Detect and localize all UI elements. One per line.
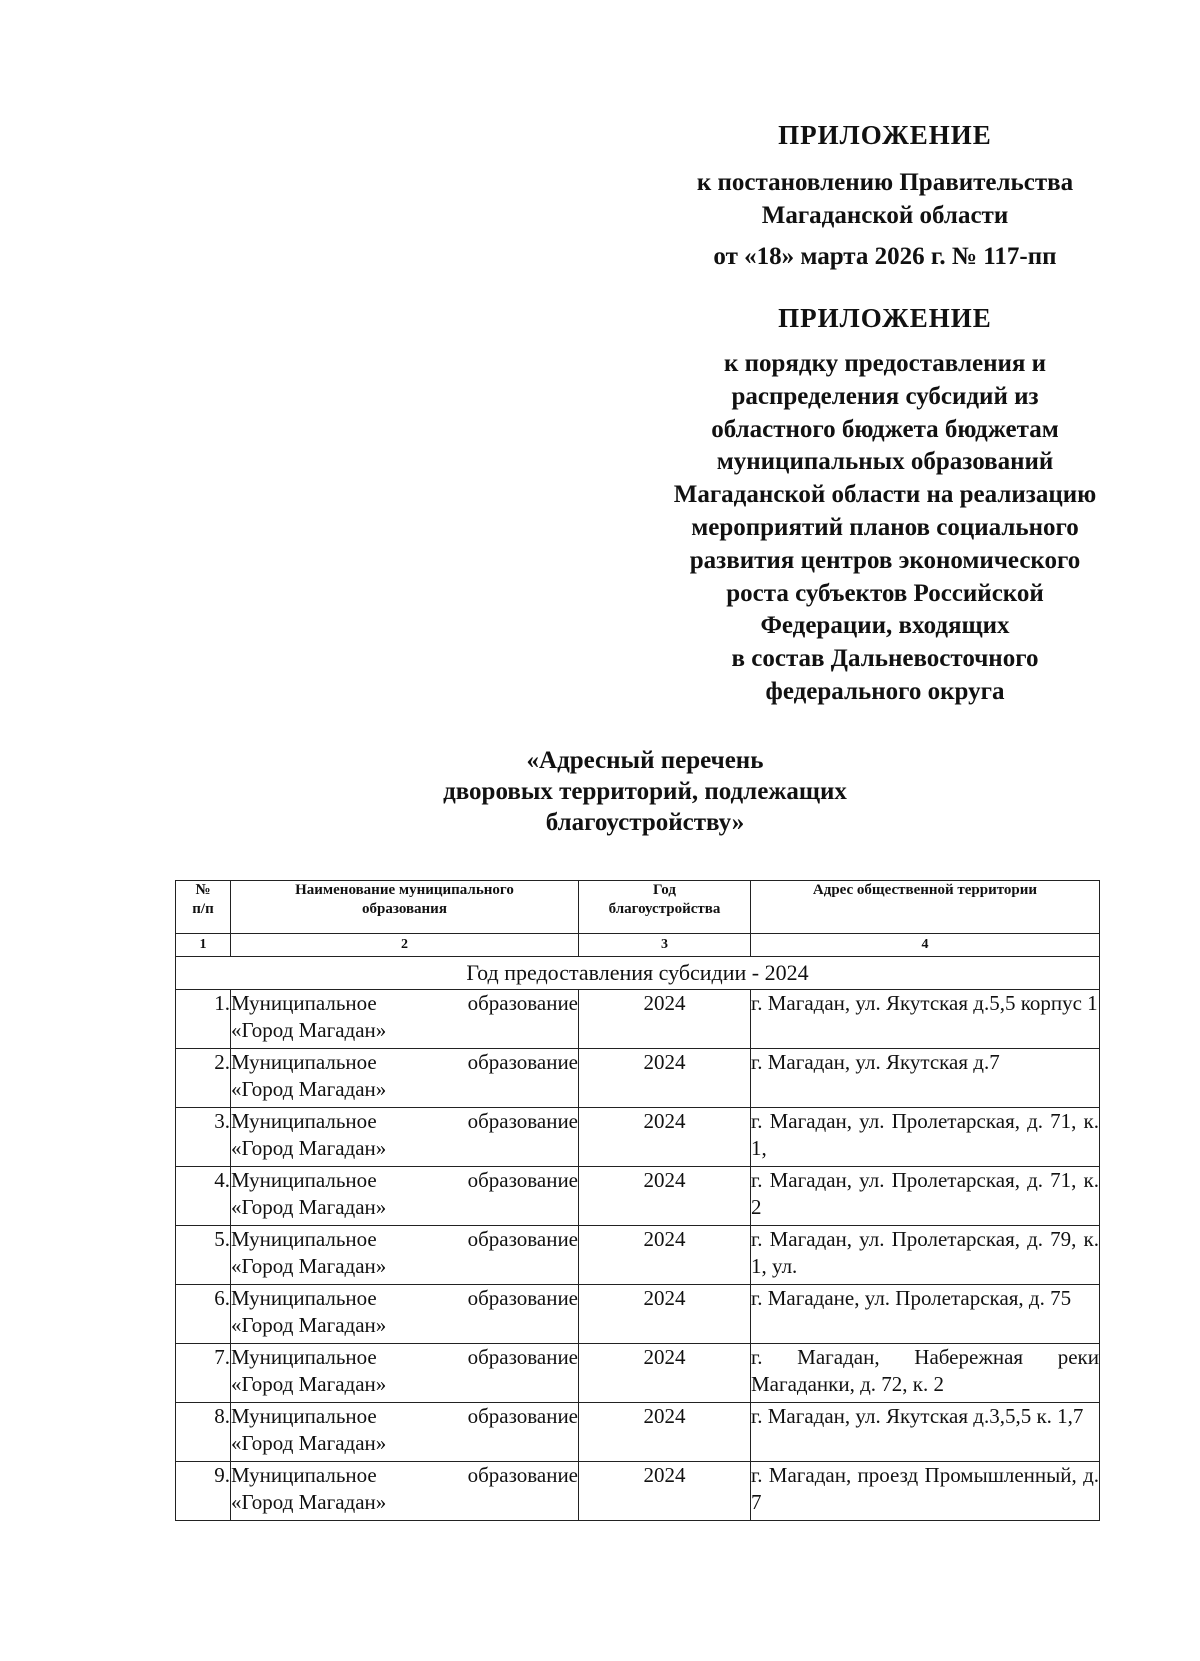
header-municipality-line: образования xyxy=(362,901,447,917)
table-row xyxy=(176,1285,1100,1344)
row-year: 2024 xyxy=(579,990,751,1049)
row-index: 2. xyxy=(176,1049,231,1108)
municipality-city: «Город Магадан» xyxy=(231,1077,387,1101)
appendix-2-line: к порядку предоставления и xyxy=(723,350,1047,377)
municipality-word: Муниципальное xyxy=(231,991,377,1015)
appendix-1-line: Магаданской области xyxy=(761,202,1009,229)
appendix-2-caption xyxy=(630,348,1140,709)
table-row xyxy=(176,1049,1100,1108)
municipality-word: образование xyxy=(467,1286,578,1310)
municipality-word: Муниципальное xyxy=(231,1109,377,1133)
municipality-city: «Город Магадан» xyxy=(231,1018,387,1042)
table-row xyxy=(176,1167,1100,1226)
municipality-word: образование xyxy=(467,1109,578,1133)
row-municipality xyxy=(231,1344,579,1403)
municipality-city: «Город Магадан» xyxy=(231,1431,387,1455)
appendix-1-date: от «18» марта 2026 г. № 117-пп xyxy=(713,243,1057,270)
municipality-word: образование xyxy=(467,991,578,1015)
row-address: г. Магадан, ул. Якутская д.7 xyxy=(751,1049,1100,1108)
header-address-line: Адрес общественной территории xyxy=(812,882,1038,898)
row-year: 2024 xyxy=(579,1167,751,1226)
row-year: 2024 xyxy=(579,1285,751,1344)
row-year: 2024 xyxy=(579,1462,751,1521)
row-address: г. Магадан, ул. Пролетарская, д. 71, к. 2 xyxy=(751,1167,1100,1226)
appendix-2-title: ПРИЛОЖЕНИЕ xyxy=(778,303,992,333)
row-municipality xyxy=(231,1462,579,1521)
municipality-word: образование xyxy=(467,1404,578,1428)
municipality-city: «Город Магадан» xyxy=(231,1195,387,1219)
municipality-word: Муниципальное xyxy=(231,1345,377,1369)
appendix-2-line: Федерации, входящих xyxy=(760,612,1010,640)
row-municipality xyxy=(231,1226,579,1285)
row-address: г. Магадане, ул. Пролетарская, д. 75 xyxy=(751,1285,1100,1344)
column-number: 1 xyxy=(176,934,231,957)
municipality-city: «Город Магадан» xyxy=(231,1490,387,1514)
header-year-line: Год xyxy=(653,882,676,898)
row-year: 2024 xyxy=(579,1049,751,1108)
municipality-word: Муниципальное xyxy=(231,1286,377,1310)
table-row xyxy=(176,1108,1100,1167)
list-title-line: дворовых территорий, подлежащих xyxy=(443,778,847,805)
municipality-word: образование xyxy=(467,1345,578,1369)
column-number: 3 xyxy=(579,934,751,957)
row-index: 9. xyxy=(176,1462,231,1521)
header-index-line: п/п xyxy=(192,901,214,917)
row-municipality xyxy=(231,1403,579,1462)
appendix-1-title: ПРИЛОЖЕНИЕ xyxy=(778,120,992,150)
table-row xyxy=(176,990,1100,1049)
row-index: 7. xyxy=(176,1344,231,1403)
municipality-word: Муниципальное xyxy=(231,1050,377,1074)
row-municipality xyxy=(231,1167,579,1226)
list-title-line: «Адресный перечень xyxy=(526,747,764,774)
column-number: 2 xyxy=(231,934,579,957)
column-number: 4 xyxy=(751,934,1100,957)
municipality-word: Муниципальное xyxy=(231,1227,377,1251)
row-address: г. Магадан, ул. Пролетарская, д. 79, к. 1, ул. xyxy=(751,1226,1100,1285)
row-index: 5. xyxy=(176,1226,231,1285)
municipality-word: Муниципальное xyxy=(231,1404,377,1428)
appendix-2-line: мероприятий планов социального xyxy=(691,513,1079,541)
municipality-word: образование xyxy=(467,1050,578,1074)
header-index xyxy=(176,881,231,934)
appendix-2-line: развития центров экономического xyxy=(689,546,1081,574)
header-year xyxy=(579,881,751,934)
row-municipality xyxy=(231,1285,579,1344)
row-address: г. Магадан, Набережная реки Магаданки, д. 72, к. 2 xyxy=(751,1344,1100,1403)
row-address: г. Магадан, проезд Промышленный, д. 7 xyxy=(751,1462,1100,1521)
appendix-2-line: областного бюджета бюджетам xyxy=(711,415,1059,443)
municipality-word: Муниципальное xyxy=(231,1463,377,1487)
row-year: 2024 xyxy=(579,1108,751,1167)
header-address xyxy=(751,881,1100,934)
municipality-city: «Город Магадан» xyxy=(231,1372,387,1396)
row-year: 2024 xyxy=(579,1403,751,1462)
row-municipality xyxy=(231,1049,579,1108)
row-municipality xyxy=(231,990,579,1049)
row-address: г. Магадан, ул. Пролетарская, д. 71, к. 1, xyxy=(751,1108,1100,1167)
row-index: 3. xyxy=(176,1108,231,1167)
table-row xyxy=(176,1226,1100,1285)
group-row xyxy=(176,957,1100,990)
appendix-2-line: в состав Дальневосточного xyxy=(731,645,1039,673)
municipality-word: Муниципальное xyxy=(231,1168,377,1192)
table-row xyxy=(176,1403,1100,1462)
row-index: 6. xyxy=(176,1285,231,1344)
row-index: 4. xyxy=(176,1167,231,1226)
list-title-line: благоустройству» xyxy=(545,809,745,836)
appendix-2-line: Магаданской области на реализацию xyxy=(673,481,1097,509)
row-address: г. Магадан, ул. Якутская д.5,5 корпус 1 xyxy=(751,990,1100,1049)
table-row xyxy=(176,1462,1100,1521)
list-title xyxy=(380,745,910,838)
header-municipality xyxy=(231,881,579,934)
municipality-city: «Город Магадан» xyxy=(231,1254,387,1278)
appendix-1-caption xyxy=(645,166,1125,232)
row-address: г. Магадан, ул. Якутская д.3,5,5 к. 1,7 xyxy=(751,1403,1100,1462)
header-year-line: благоустройства xyxy=(608,901,721,917)
table-header-row xyxy=(176,881,1100,934)
row-index: 8. xyxy=(176,1403,231,1462)
municipality-city: «Город Магадан» xyxy=(231,1136,387,1160)
header-index-line: № xyxy=(195,882,211,898)
table-row xyxy=(176,1344,1100,1403)
appendix-1-line: к постановлению Правительства xyxy=(696,169,1074,196)
column-number-row xyxy=(176,934,1100,957)
header-municipality-line: Наименование муниципального xyxy=(295,882,514,898)
appendix-2-line: распределения субсидий из xyxy=(731,382,1039,410)
municipality-word: образование xyxy=(467,1227,578,1251)
group-label: Год предоставления субсидии - 2024 xyxy=(176,957,1100,990)
row-year: 2024 xyxy=(579,1344,751,1403)
row-municipality xyxy=(231,1108,579,1167)
row-index: 1. xyxy=(176,990,231,1049)
municipality-word: образование xyxy=(467,1168,578,1192)
row-year: 2024 xyxy=(579,1226,751,1285)
appendix-2-line: федерального округа xyxy=(765,677,1005,705)
appendix-2-line: роста субъектов Российской xyxy=(726,579,1044,607)
address-table xyxy=(175,880,1100,1521)
municipality-word: образование xyxy=(467,1463,578,1487)
appendix-2-line: муниципальных образований xyxy=(716,448,1054,476)
municipality-city: «Город Магадан» xyxy=(231,1313,387,1337)
